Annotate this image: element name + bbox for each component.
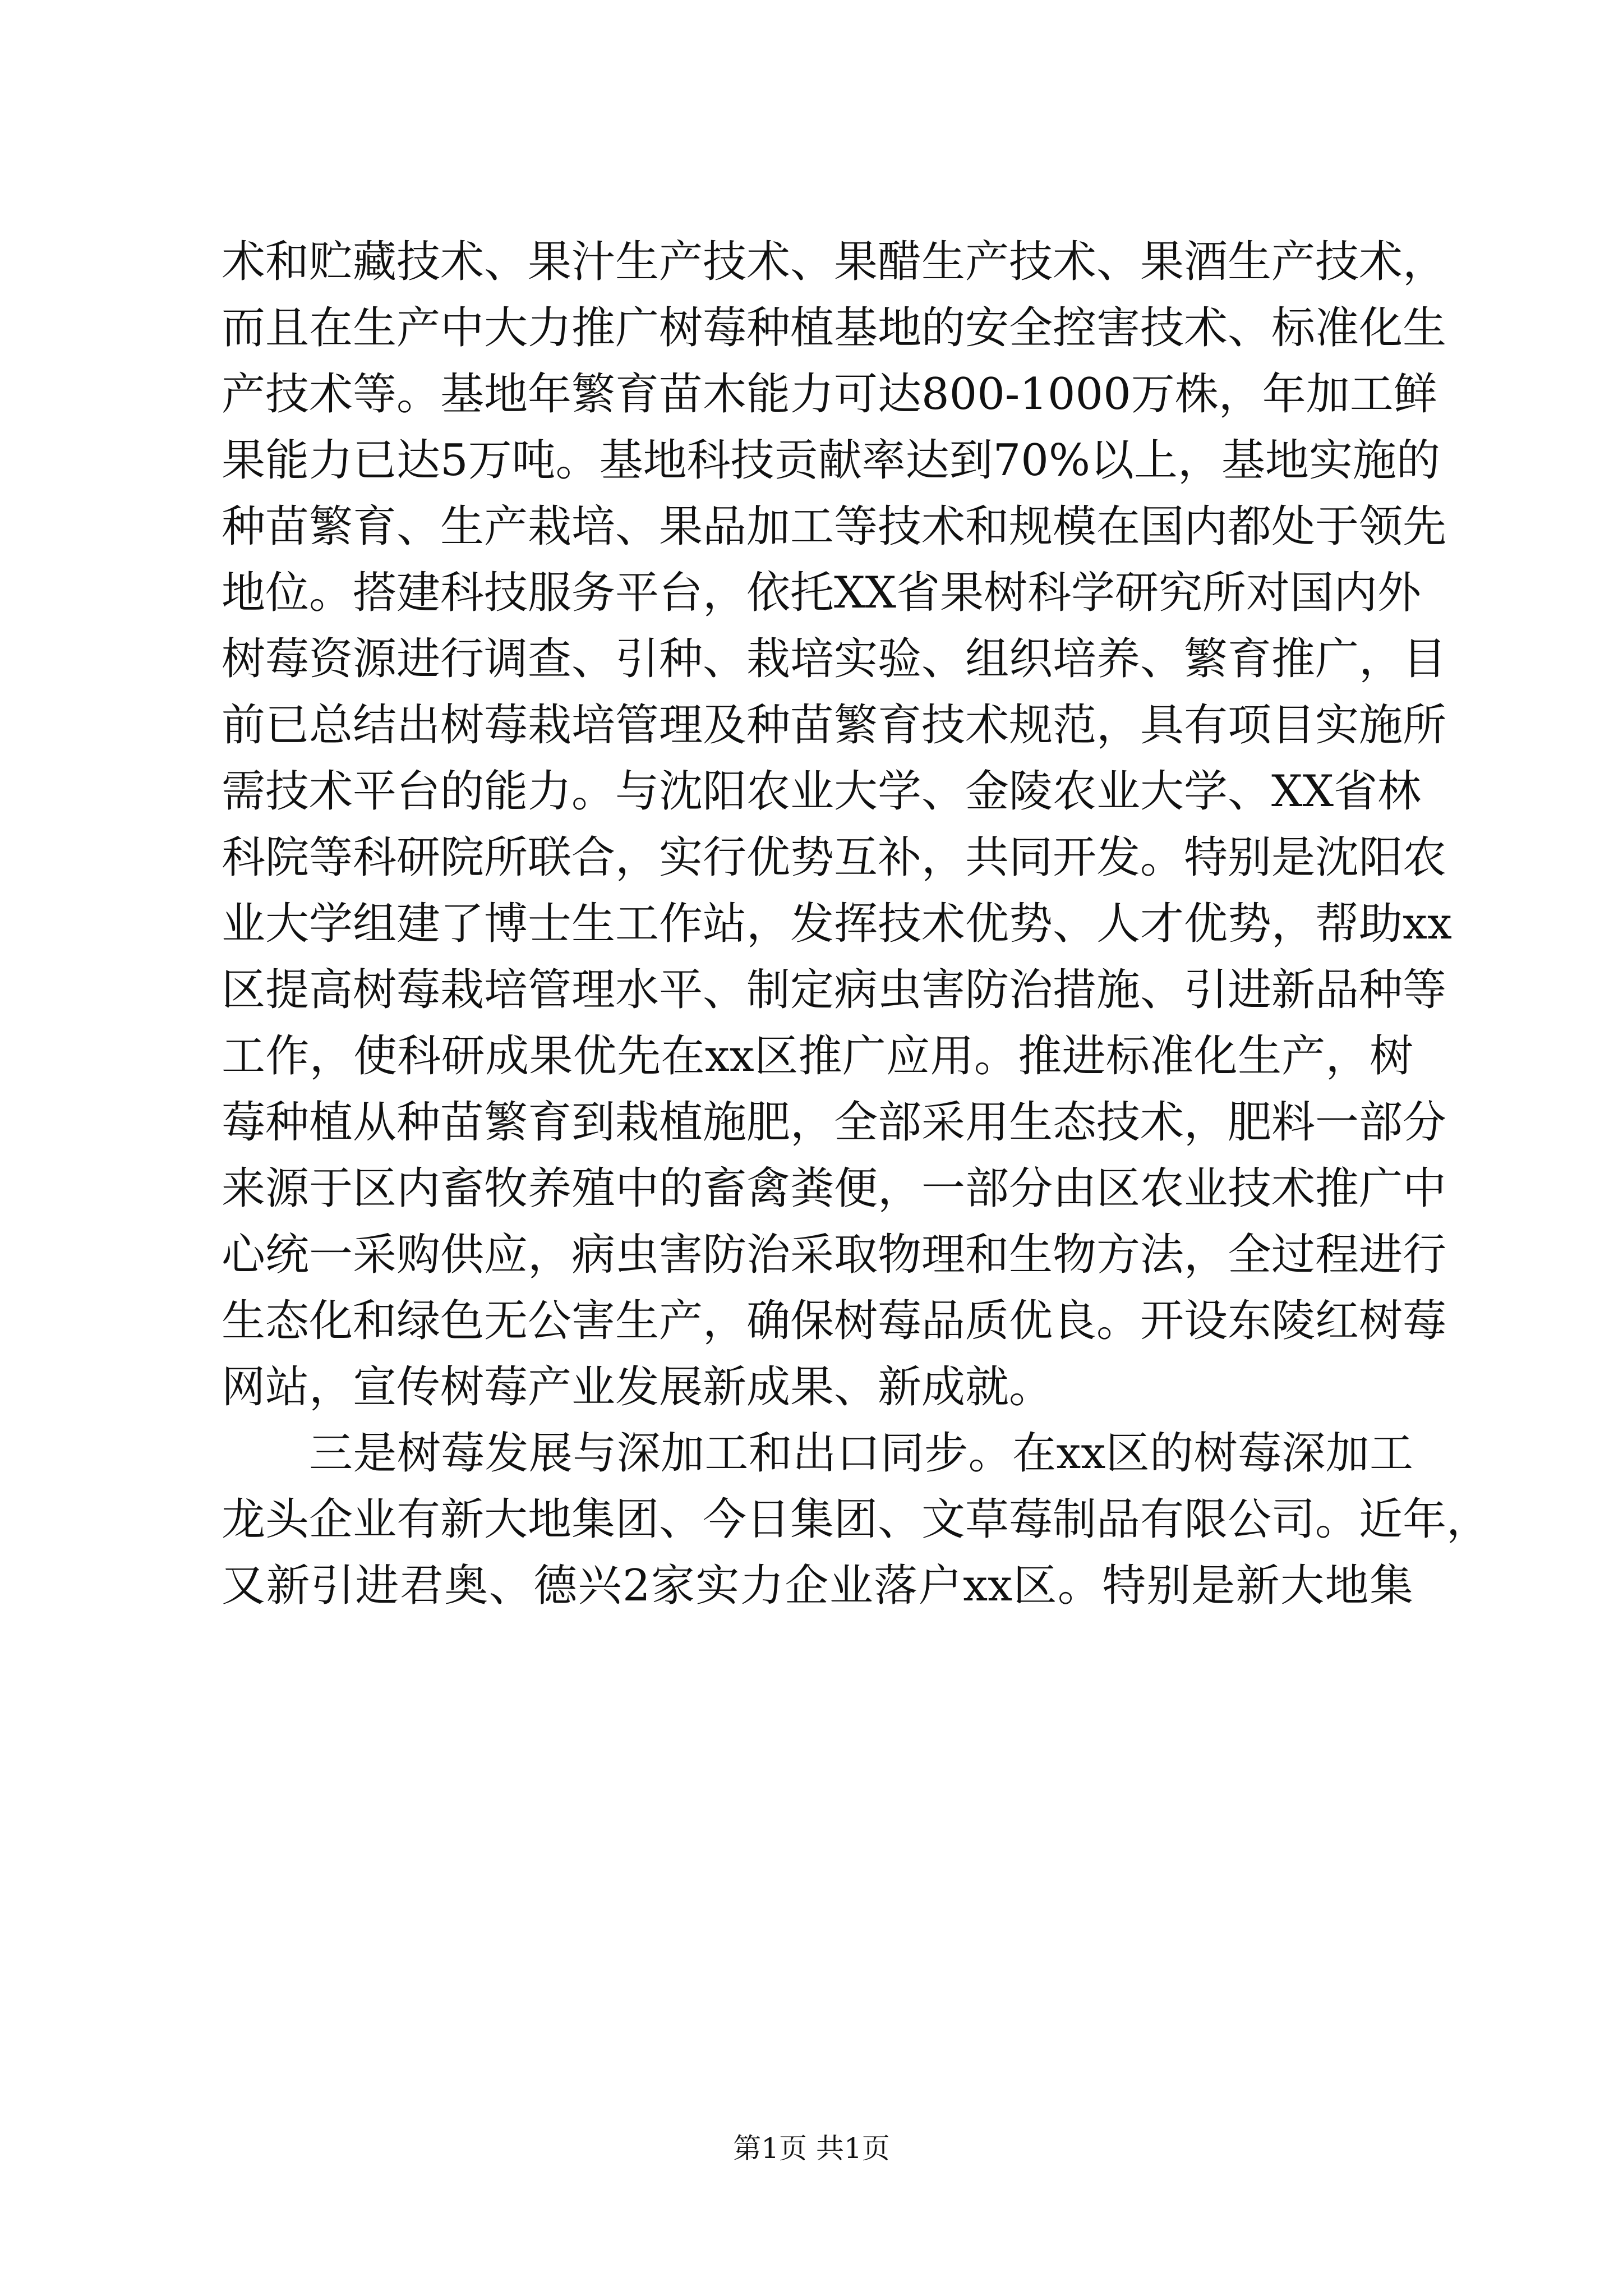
text-line: 区提高树莓栽培管理水平、制定病虫害防治措施、引进新品种等 (222, 965, 1447, 1015)
text-line: 而且在生产中大力推广树莓种植基地的安全控害技术、标准化生 (222, 303, 1447, 353)
text-line: 果能力已达5万吨。基地科技贡献率达到70%以上，基地实施的 (222, 435, 1440, 486)
text-line: 莓种植从种苗繁育到栽植施肥，全部采用生态技术，肥料一部分 (222, 1097, 1447, 1148)
text-line: 工作，使科研成果优先在xx区推广应用。推进标准化生产，树 (222, 1031, 1413, 1082)
text-line: 来源于区内畜牧养殖中的畜禽粪便，一部分由区农业技术推广中 (222, 1163, 1447, 1214)
text-line: 科院等科研院所联合，实行优势互补，共同开发。特别是沈阳农 (222, 832, 1447, 883)
text-line: 生态化和绿色无公害生产，确保树莓品质优良。开设东陵红树莓 (222, 1296, 1447, 1346)
page-footer: 第1页 共1页 (733, 2132, 890, 2165)
paragraph-2 (222, 1420, 1491, 1619)
text-line: 地位。搭建科技服务平台，依托XX省果树科学研究所对国内外 (222, 568, 1422, 618)
text-line: 龙头企业有新大地集团、今日集团、文草莓制品有限公司。近年， (222, 1494, 1491, 1545)
text-line: 需技术平台的能力。与沈阳农业大学、金陵农业大学、XX省林 (222, 766, 1422, 817)
text-line: 心统一采购供应，病虫害防治采取物理和生物方法，全过程进行 (222, 1230, 1447, 1280)
text-line: 又新引进君奥、德兴2家实力企业落户xx区。特别是新大地集 (222, 1561, 1413, 1611)
document-body (222, 229, 1491, 1619)
text-line: 树莓资源进行调查、引种、栽培实验、组织培养、繁育推广，目 (222, 634, 1447, 684)
text-line: 前已总结出树莓栽培管理及种苗繁育技术规范，具有项目实施所 (222, 700, 1447, 751)
text-line: 三是树莓发展与深加工和出口同步。在xx区的树莓深加工 (309, 1428, 1413, 1479)
text-line: 网站，宣传树莓产业发展新成果、新成就。 (222, 1362, 1053, 1412)
text-line: 产技术等。基地年繁育苗木能力可达800-1000万株，年加工鲜 (222, 369, 1437, 420)
text-line: 种苗繁育、生产栽培、果品加工等技术和规模在国内都处于领先 (222, 501, 1447, 552)
text-line: 术和贮藏技术、果汁生产技术、果醋生产技术、果酒生产技术， (222, 237, 1447, 287)
text-line: 业大学组建了博士生工作站，发挥技术优势、人才优势，帮助xx (222, 899, 1452, 949)
paragraph-1 (222, 229, 1452, 1420)
